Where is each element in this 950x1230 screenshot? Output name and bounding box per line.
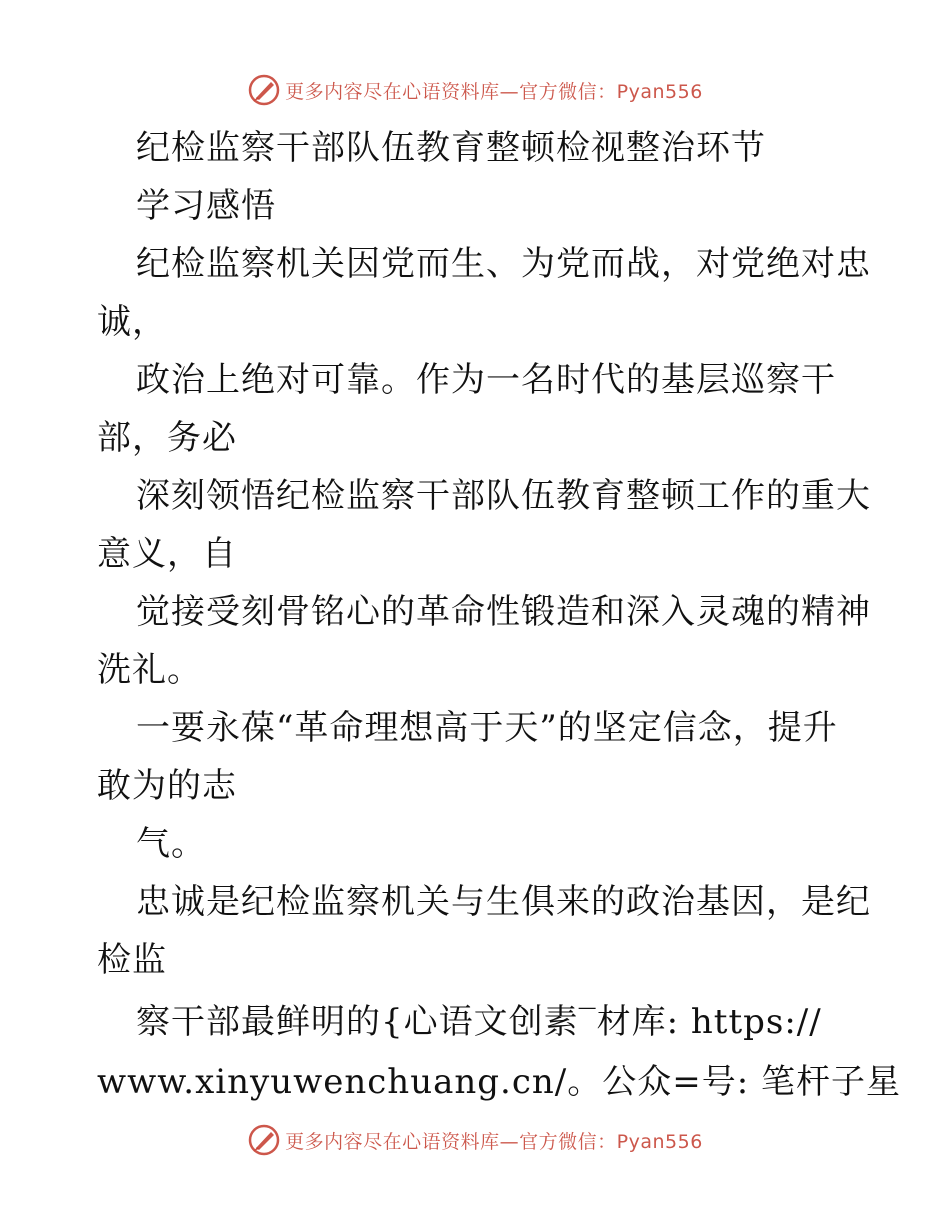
paragraph-line: 部，务必 xyxy=(97,418,237,458)
header-watermark-text: 更多内容尽在心语资料库—官方微信：Pyan556 xyxy=(285,80,703,103)
paragraph-line: 察干部最鲜明的{心语文创素‾材库: https:// xyxy=(136,1002,822,1042)
paragraph-line: 洗礼。 xyxy=(97,650,202,690)
paragraph-line: 敢为的志 xyxy=(97,766,237,806)
quill-pen-seal-icon xyxy=(247,1123,281,1157)
document-title-line-1: 纪检监察干部队伍教育整顿检视整治环节 xyxy=(136,128,766,168)
paragraph-line: 气。 xyxy=(136,824,206,864)
paragraph-line: 意义，自 xyxy=(97,534,237,574)
paragraph-line: www.xinyuwenchuang.cn/。公众=号: 笔杆子星 xyxy=(97,1062,901,1102)
paragraph-line: 政治上绝对可靠。作为一名时代的基层巡察干 xyxy=(136,360,836,400)
footer-watermark-banner xyxy=(0,1120,950,1160)
paragraph-line: 纪检监察机关因党而生、为党而战，对党绝对忠 xyxy=(136,244,871,284)
header-watermark-banner xyxy=(0,70,950,110)
paragraph-line: 检监 xyxy=(97,940,167,980)
paragraph-line: 深刻领悟纪检监察干部队伍教育整顿工作的重大 xyxy=(136,476,871,516)
document-title-line-2: 学习感悟 xyxy=(136,186,276,226)
paragraph-line: 觉接受刻骨铭心的革命性锻造和深入灵魂的精神 xyxy=(136,592,871,632)
quill-pen-seal-icon xyxy=(247,73,281,107)
footer-watermark-text: 更多内容尽在心语资料库—官方微信：Pyan556 xyxy=(285,1130,703,1153)
paragraph-line: 忠诚是纪检监察机关与生俱来的政治基因，是纪 xyxy=(136,882,871,922)
paragraph-line: 一要永葆“革命理想高于天”的坚定信念，提升 xyxy=(136,708,838,748)
paragraph-line: 诚， xyxy=(97,302,167,342)
